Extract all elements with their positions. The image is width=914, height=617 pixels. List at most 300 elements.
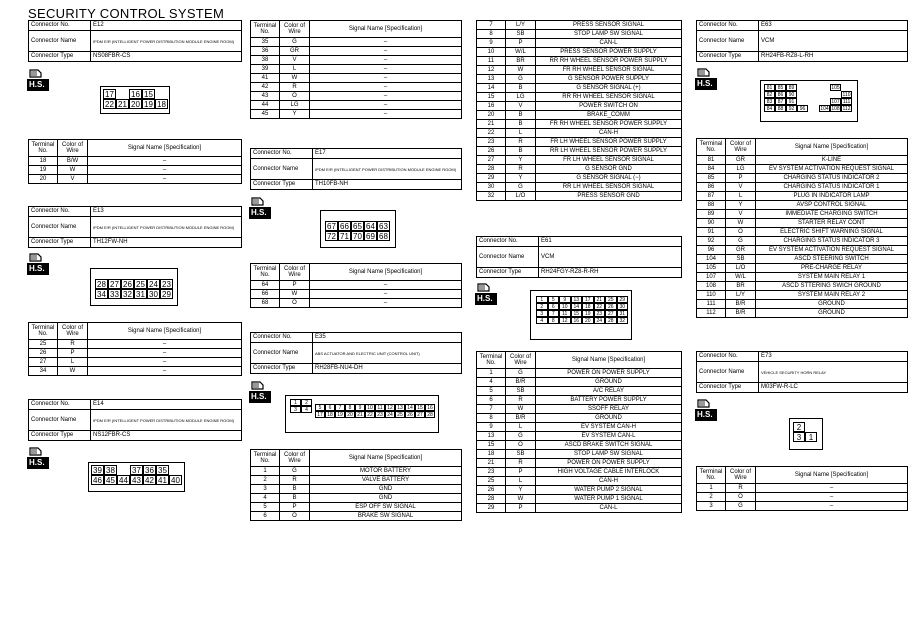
table-row bbox=[477, 378, 682, 387]
pin: 46 bbox=[91, 475, 104, 485]
table-row bbox=[477, 39, 682, 48]
pin-blank bbox=[830, 91, 841, 98]
connector-no-value: E61 bbox=[539, 237, 682, 247]
wire-color-cell: R bbox=[726, 484, 756, 493]
signal-cell: G SENSOR POWER SUPPLY bbox=[536, 75, 682, 84]
terminal-cell: 88 bbox=[697, 201, 726, 210]
table-row bbox=[477, 504, 682, 513]
color-of-wire-header: Color of Wire bbox=[58, 323, 88, 340]
connector-name-label: Connector Name bbox=[251, 159, 313, 180]
terminal-cell: 41 bbox=[251, 74, 280, 83]
pin-row bbox=[103, 89, 168, 99]
signal-cell: SSOFF RELAY bbox=[536, 405, 682, 414]
table-row bbox=[697, 264, 908, 273]
signal-name-header: Signal Name [Specification] bbox=[310, 264, 462, 281]
signal-cell: – bbox=[310, 92, 462, 101]
table-row bbox=[477, 102, 682, 111]
wire-color-cell: L bbox=[506, 477, 536, 486]
terminal-cell: 38 bbox=[251, 56, 280, 65]
table-row bbox=[251, 92, 462, 101]
pin: 42 bbox=[143, 475, 156, 485]
connector-no-label: Connector No. bbox=[697, 21, 759, 31]
pin: 2 bbox=[301, 399, 312, 406]
terminal-cell: 15 bbox=[477, 441, 506, 450]
connector-type-value: NS08FBR-CS bbox=[91, 52, 242, 62]
signal-cell: BRAKE_COMM bbox=[536, 111, 682, 120]
wire-color-cell: R bbox=[280, 83, 310, 92]
pin: 70 bbox=[351, 231, 364, 241]
table-row bbox=[477, 495, 682, 504]
wire-color-cell: W bbox=[506, 66, 536, 75]
signal-cell: IMMEDIATE CHARGING SWITCH bbox=[756, 210, 908, 219]
pin: 43 bbox=[130, 475, 143, 485]
wire-color-cell: V bbox=[726, 210, 756, 219]
wire-color-cell: Y bbox=[506, 486, 536, 495]
wire-color-cell: L bbox=[280, 65, 310, 74]
terminal-cell: 5 bbox=[251, 503, 280, 512]
wire-color-cell: B bbox=[280, 494, 310, 503]
terminal-cell: 7 bbox=[477, 405, 506, 414]
table-row bbox=[251, 65, 462, 74]
terminal-cell: 13 bbox=[477, 75, 506, 84]
connector-no-label: Connector No. bbox=[251, 333, 313, 343]
pin: 64 bbox=[364, 221, 377, 231]
wire-color-cell: LG bbox=[726, 165, 756, 174]
table-row bbox=[697, 201, 908, 210]
signal-cell: CAN-H bbox=[536, 129, 682, 138]
wire-color-cell: W bbox=[506, 405, 536, 414]
pin: 12 bbox=[559, 317, 571, 324]
table-row bbox=[477, 21, 682, 30]
pin: 4 bbox=[536, 317, 548, 324]
signal-cell: POWER ON POWER SUPPLY bbox=[536, 369, 682, 378]
connector-name-label: Connector Name bbox=[29, 31, 91, 52]
pin: 96 bbox=[797, 105, 808, 112]
connector-face bbox=[536, 296, 628, 324]
pin-blank bbox=[797, 84, 808, 91]
wire-color-cell: L/O bbox=[506, 192, 536, 201]
table-row bbox=[477, 414, 682, 423]
signal-cell: SYSTEM MAIN RELAY 1 bbox=[756, 273, 908, 282]
connector-name-label: Connector Name bbox=[251, 343, 313, 364]
connector-name-label: Connector Name bbox=[29, 410, 91, 431]
connector-face bbox=[793, 422, 817, 442]
terminal-cell: 45 bbox=[251, 110, 280, 119]
signal-cell: – bbox=[88, 367, 242, 376]
color-of-wire-header: Color of Wire bbox=[726, 467, 756, 484]
wire-color-cell: B/R bbox=[506, 378, 536, 387]
table-row bbox=[477, 48, 682, 57]
signal-cell: ASCD STTERING SWICH GROUND bbox=[756, 282, 908, 291]
signal-cell: – bbox=[310, 290, 462, 299]
signal-cell: PLUG IN INDICATOR LAMP bbox=[756, 192, 908, 201]
pin: 27 bbox=[108, 279, 121, 289]
connector-no-value: E14 bbox=[91, 400, 242, 410]
signal-name-header: Signal Name [Specification] bbox=[88, 323, 242, 340]
pin: 24 bbox=[594, 317, 606, 324]
pin: 6 bbox=[325, 404, 335, 411]
terminal-cell: 16 bbox=[477, 102, 506, 111]
pin: 15 bbox=[142, 89, 155, 99]
signal-cell: – bbox=[310, 56, 462, 65]
table-row bbox=[697, 493, 908, 502]
table-row bbox=[697, 237, 908, 246]
page-title: SECURITY CONTROL SYSTEM bbox=[28, 6, 225, 21]
table-row bbox=[477, 30, 682, 39]
wire-color-cell: SB bbox=[506, 450, 536, 459]
terminal-cell: 26 bbox=[29, 349, 58, 358]
signal-cell: PRE-CHARGE RELAY bbox=[756, 264, 908, 273]
connector-info-e73 bbox=[696, 351, 908, 393]
pin-row bbox=[95, 289, 173, 299]
connector-face-e17 bbox=[320, 210, 396, 248]
table-row bbox=[697, 309, 908, 318]
connector-face-e12 bbox=[100, 86, 170, 114]
terminal-cell: 25 bbox=[477, 477, 506, 486]
connector-face-e63 bbox=[760, 80, 858, 122]
pin: 3 bbox=[793, 432, 805, 442]
pin: 21 bbox=[355, 411, 365, 418]
pin: 14 bbox=[571, 303, 583, 310]
connector-no-value: E63 bbox=[759, 21, 908, 31]
signal-cell: GND bbox=[310, 494, 462, 503]
table-row bbox=[29, 175, 242, 184]
terminal-cell: 34 bbox=[29, 367, 58, 376]
signal-cell: – bbox=[756, 493, 908, 502]
signal-table-t5 bbox=[250, 449, 462, 521]
color-of-wire-header: Color of Wire bbox=[280, 21, 310, 38]
table-row bbox=[697, 484, 908, 493]
pin: 7 bbox=[335, 404, 345, 411]
terminal-cell: 66 bbox=[251, 290, 280, 299]
pin: 20 bbox=[129, 99, 142, 109]
pin: 19 bbox=[335, 411, 345, 418]
hs-label: H.S. bbox=[697, 410, 713, 419]
pin: 66 bbox=[338, 221, 351, 231]
hs-connector-view-icon bbox=[27, 252, 47, 274]
hs-label: H.S. bbox=[251, 208, 267, 217]
connector-face-e61 bbox=[530, 290, 632, 340]
connector-name-value: IPDM E/R (INTELLIGENT POWER DISTRIBUTION MODULE ENGINE ROOM) bbox=[91, 217, 242, 238]
signal-cell: CAN-H bbox=[536, 477, 682, 486]
signal-cell: – bbox=[88, 166, 242, 175]
pin-row bbox=[91, 475, 182, 485]
pin-row bbox=[325, 231, 390, 241]
signal-cell: CHARGING STATUS INDICATOR 3 bbox=[756, 237, 908, 246]
pin-blank bbox=[797, 91, 808, 98]
terminal-cell: 43 bbox=[251, 92, 280, 101]
pin: 90 bbox=[786, 91, 797, 98]
wire-color-cell: BR bbox=[506, 57, 536, 66]
signal-cell: – bbox=[310, 101, 462, 110]
wire-color-cell: B/R bbox=[726, 300, 756, 309]
terminal-no-header: Terminal No. bbox=[251, 21, 280, 38]
wire-color-cell: W/L bbox=[726, 273, 756, 282]
pin-row bbox=[290, 399, 312, 406]
terminal-cell: 81 bbox=[697, 156, 726, 165]
terminal-cell: 90 bbox=[697, 219, 726, 228]
wire-color-cell: P bbox=[58, 349, 88, 358]
terminal-cell: 26 bbox=[477, 147, 506, 156]
pin: 21 bbox=[116, 99, 129, 109]
table-row bbox=[29, 349, 242, 358]
color-of-wire-header: Color of Wire bbox=[280, 450, 310, 467]
table-row bbox=[251, 74, 462, 83]
table-row bbox=[697, 156, 908, 165]
pin: 5 bbox=[315, 404, 325, 411]
table-row bbox=[251, 485, 462, 494]
signal-cell: GROUND bbox=[536, 378, 682, 387]
terminal-cell: 3 bbox=[251, 485, 280, 494]
table-row bbox=[251, 299, 462, 308]
pin-row bbox=[536, 310, 628, 317]
wire-color-cell: Y bbox=[506, 174, 536, 183]
wire-color-cell: P bbox=[506, 468, 536, 477]
table-row bbox=[697, 300, 908, 309]
pin: 3 bbox=[290, 406, 301, 413]
hs-label: H.S. bbox=[251, 392, 267, 401]
wire-color-cell: W bbox=[726, 219, 756, 228]
connector-info-e35 bbox=[250, 332, 462, 374]
connector-info-e12 bbox=[28, 20, 242, 62]
connector-name-value: ABS ACTUATOR AND ELECTRIC UNIT (CONTROL UNIT) bbox=[313, 343, 462, 364]
pin: 63 bbox=[377, 221, 390, 231]
pin: 2 bbox=[793, 422, 805, 432]
table-row bbox=[477, 66, 682, 75]
wire-color-cell: B bbox=[280, 485, 310, 494]
connector-type-label: Connector Type bbox=[29, 431, 91, 441]
terminal-cell: 36 bbox=[251, 47, 280, 56]
pin: 9 bbox=[559, 296, 571, 303]
table-row bbox=[477, 174, 682, 183]
terminal-cell: 112 bbox=[697, 309, 726, 318]
terminal-no-header: Terminal No. bbox=[697, 467, 726, 484]
signal-cell: – bbox=[310, 281, 462, 290]
pin: 18 bbox=[582, 303, 594, 310]
signal-cell: GROUND bbox=[756, 300, 908, 309]
signal-cell: RR LH WHEEL SENSOR SIGNAL bbox=[536, 183, 682, 192]
pin: 23 bbox=[160, 279, 173, 289]
pin-blank bbox=[808, 105, 819, 112]
pin-blank bbox=[808, 98, 819, 105]
table-row bbox=[477, 93, 682, 102]
terminal-cell: 107 bbox=[697, 273, 726, 282]
signal-cell: SYSTEM MAIN RELAY 2 bbox=[756, 291, 908, 300]
signal-cell: AVSP CONTROL SIGNAL bbox=[756, 201, 908, 210]
hs-label: H.S. bbox=[477, 294, 493, 303]
terminal-cell: 14 bbox=[477, 84, 506, 93]
connector-info-e14 bbox=[28, 399, 242, 441]
terminal-cell: 22 bbox=[477, 129, 506, 138]
pin: 20 bbox=[582, 317, 594, 324]
terminal-cell: 87 bbox=[697, 192, 726, 201]
pin: 20 bbox=[345, 411, 355, 418]
table-row bbox=[477, 75, 682, 84]
terminal-cell: 105 bbox=[697, 264, 726, 273]
pin: 21 bbox=[594, 296, 606, 303]
signal-cell: – bbox=[310, 83, 462, 92]
table-row bbox=[697, 165, 908, 174]
pin: 17 bbox=[315, 411, 325, 418]
terminal-cell: 10 bbox=[477, 48, 506, 57]
pin: 26 bbox=[405, 411, 415, 418]
terminal-cell: 18 bbox=[29, 157, 58, 166]
wire-color-cell: L/O bbox=[726, 264, 756, 273]
table-row bbox=[251, 281, 462, 290]
terminal-cell: 3 bbox=[697, 502, 726, 511]
wire-color-cell: V bbox=[58, 175, 88, 184]
signal-cell: WATER PUMP 2 SIGNAL bbox=[536, 486, 682, 495]
wire-color-cell: Y bbox=[506, 156, 536, 165]
table-row bbox=[251, 290, 462, 299]
pin-row bbox=[764, 91, 852, 98]
terminal-cell: 8 bbox=[477, 30, 506, 39]
pin: 86 bbox=[775, 91, 786, 98]
table-row bbox=[477, 192, 682, 201]
connector-no-label: Connector No. bbox=[29, 400, 91, 410]
table-row bbox=[477, 423, 682, 432]
terminal-cell: 23 bbox=[477, 468, 506, 477]
pin-row bbox=[793, 422, 817, 432]
signal-cell: POWER ON POWER SUPPLY bbox=[536, 459, 682, 468]
pin: 27 bbox=[605, 310, 617, 317]
terminal-cell: 108 bbox=[697, 282, 726, 291]
wire-color-cell: V bbox=[280, 56, 310, 65]
pin: 6 bbox=[548, 303, 560, 310]
pin: 1 bbox=[536, 296, 548, 303]
pin: 72 bbox=[325, 231, 338, 241]
terminal-cell: 91 bbox=[697, 228, 726, 237]
table-row bbox=[477, 138, 682, 147]
connector-face-e14 bbox=[88, 462, 185, 492]
table-row bbox=[697, 255, 908, 264]
terminal-cell: 39 bbox=[251, 65, 280, 74]
wire-color-cell: R bbox=[506, 165, 536, 174]
terminal-cell: 20 bbox=[477, 111, 506, 120]
terminal-cell: 29 bbox=[477, 504, 506, 513]
connector-info-e17 bbox=[250, 148, 462, 190]
hs-label: H.S. bbox=[29, 80, 45, 89]
signal-cell: CAN-L bbox=[536, 504, 682, 513]
signal-cell: G SENSOR SIGNAL (−) bbox=[536, 174, 682, 183]
table-row bbox=[477, 111, 682, 120]
terminal-no-header: Terminal No. bbox=[477, 352, 506, 369]
terminal-cell: 23 bbox=[477, 138, 506, 147]
signal-cell: – bbox=[88, 175, 242, 184]
signal-name-header: Signal Name [Specification] bbox=[310, 21, 462, 38]
pin-row bbox=[764, 105, 852, 112]
color-of-wire-header: Color of Wire bbox=[726, 139, 756, 156]
wire-color-cell: P bbox=[506, 504, 536, 513]
signal-table-t3 bbox=[28, 322, 242, 376]
hs-connector-view-icon bbox=[27, 68, 47, 90]
table-row bbox=[477, 147, 682, 156]
wire-color-cell: P bbox=[280, 281, 310, 290]
pin: 16 bbox=[425, 404, 435, 411]
table-row bbox=[697, 228, 908, 237]
signal-cell: BATTERY POWER SUPPLY bbox=[536, 396, 682, 405]
terminal-cell: 7 bbox=[477, 21, 506, 30]
wire-color-cell: G bbox=[280, 38, 310, 47]
signal-cell: ESP OFF SW SIGNAL bbox=[310, 503, 462, 512]
signal-cell: BRAKE SW SIGNAL bbox=[310, 512, 462, 521]
signal-cell: – bbox=[310, 110, 462, 119]
wire-color-cell: L bbox=[726, 192, 756, 201]
signal-name-header: Signal Name [Specification] bbox=[756, 139, 908, 156]
wire-color-cell: Y bbox=[280, 110, 310, 119]
connector-info-e13 bbox=[28, 206, 242, 248]
signal-cell: GROUND bbox=[536, 414, 682, 423]
pin: 29 bbox=[160, 289, 173, 299]
pin-row bbox=[325, 221, 390, 231]
terminal-cell: 86 bbox=[697, 183, 726, 192]
pin: 28 bbox=[425, 411, 435, 418]
pin: 14 bbox=[405, 404, 415, 411]
wire-color-cell: O bbox=[506, 441, 536, 450]
table-row bbox=[477, 129, 682, 138]
pin: 32 bbox=[121, 289, 134, 299]
pin-blank bbox=[819, 98, 830, 105]
wire-color-cell: W bbox=[280, 290, 310, 299]
table-row bbox=[477, 57, 682, 66]
terminal-cell: 13 bbox=[477, 432, 506, 441]
terminal-cell: 110 bbox=[697, 291, 726, 300]
terminal-cell: 12 bbox=[477, 66, 506, 75]
pin: 7 bbox=[548, 310, 560, 317]
connector-no-label: Connector No. bbox=[477, 237, 539, 247]
table-row bbox=[697, 192, 908, 201]
signal-cell: – bbox=[88, 157, 242, 166]
signal-cell: POWER SWITCH ON bbox=[536, 102, 682, 111]
wire-color-cell: LG bbox=[506, 93, 536, 102]
pin: 81 bbox=[764, 84, 775, 91]
connector-type-label: Connector Type bbox=[251, 364, 313, 374]
terminal-cell: 44 bbox=[251, 101, 280, 110]
table-row bbox=[477, 120, 682, 129]
terminal-cell: 6 bbox=[251, 512, 280, 521]
terminal-no-header: Terminal No. bbox=[251, 264, 280, 281]
pin: 15 bbox=[415, 404, 425, 411]
pin: 31 bbox=[134, 289, 147, 299]
pin: 17 bbox=[103, 89, 116, 99]
pin: 83 bbox=[764, 98, 775, 105]
pin: 28 bbox=[95, 279, 108, 289]
pin: 45 bbox=[104, 475, 117, 485]
table-row bbox=[251, 47, 462, 56]
pin: 37 bbox=[130, 465, 143, 475]
pin: 22 bbox=[103, 99, 116, 109]
signal-cell: RR RH WHEEL SENSOR POWER SUPPLY bbox=[536, 57, 682, 66]
connector-no-label: Connector No. bbox=[29, 207, 91, 217]
hs-connector-view-icon bbox=[475, 282, 495, 304]
connector-name-value: VEHICLE SECURITY HORN RELAY bbox=[759, 362, 908, 383]
pin: 34 bbox=[95, 289, 108, 299]
table-row bbox=[477, 450, 682, 459]
terminal-cell: 96 bbox=[697, 246, 726, 255]
table-row bbox=[697, 183, 908, 192]
table-row bbox=[251, 494, 462, 503]
wire-color-cell: SB bbox=[726, 255, 756, 264]
pin-row bbox=[793, 432, 817, 442]
wire-color-cell: GR bbox=[280, 47, 310, 56]
signal-cell: G SENSOR GND bbox=[536, 165, 682, 174]
wire-color-cell: B bbox=[506, 120, 536, 129]
signal-cell: MOTOR BATTERY bbox=[310, 467, 462, 476]
table-row bbox=[477, 459, 682, 468]
pin-blank bbox=[117, 465, 130, 475]
wire-color-cell: L bbox=[506, 129, 536, 138]
pin: 84 bbox=[764, 105, 775, 112]
